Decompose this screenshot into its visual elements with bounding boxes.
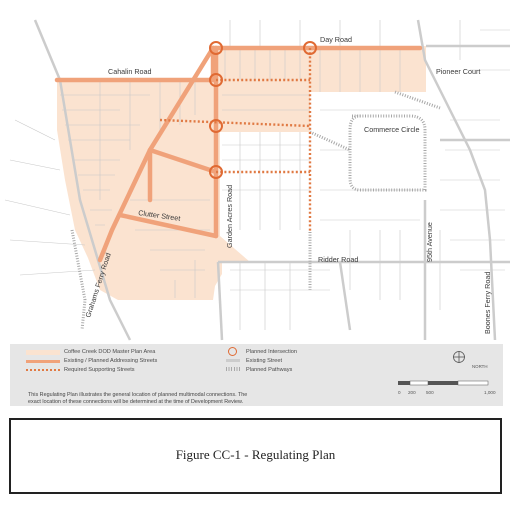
road-label-grahams-ferry: Grahams Ferry Road xyxy=(83,251,113,319)
legend-intersection-icon xyxy=(228,347,237,356)
legend-addressing-streets: Existing / Planned Addressing Streets xyxy=(64,358,158,364)
legend-intersection: Planned Intersection xyxy=(246,349,297,355)
caption-box xyxy=(9,418,502,494)
legend-swatch-plan-area xyxy=(26,350,60,355)
road-label-pioneer: Pioneer Court xyxy=(436,67,481,76)
legend-note-line-2: exact location of these connections will be determined at the time of Development Review. xyxy=(28,399,244,405)
scale-label-200: 200 xyxy=(408,390,416,395)
legend-note xyxy=(28,392,358,406)
road-label-ridder: Ridder Road xyxy=(318,255,359,264)
figure-caption: Figure CC-1 - Regulating Plan xyxy=(175,447,336,462)
legend-supporting-streets: Required Supporting Streets xyxy=(64,367,135,373)
legend-existing-street: Existing Street xyxy=(246,358,283,364)
legend-swatch-supporting xyxy=(26,369,60,371)
road-label-clutter: Clutter Street xyxy=(137,208,181,223)
road-label-commerce: Commerce Circle xyxy=(364,125,420,134)
legend-note-line-1: This Regulating Plan illustrates the general location of planned multimodal connections. The xyxy=(28,392,248,398)
legend-swatch-existing-street xyxy=(226,359,240,362)
scale-label-500: 500 xyxy=(426,390,434,395)
north-label: NORTH xyxy=(472,364,488,369)
road-label-boones-ferry: Boones Ferry Road xyxy=(483,271,492,334)
scale-bar xyxy=(396,378,492,388)
legend-pathways: Planned Pathways xyxy=(246,367,293,373)
scale-label-1000: 1,000 xyxy=(484,390,496,395)
scale-label-0: 0 xyxy=(398,390,401,395)
legend-plan-area: Coffee Creek DOD Master Plan Area xyxy=(64,349,156,355)
legend-swatch-pathways xyxy=(226,367,240,371)
north-arrow-icon xyxy=(452,350,466,364)
road-label-day: Day Road xyxy=(320,35,352,44)
road-label-cahalin: Cahalin Road xyxy=(108,67,152,76)
road-label-95th: 95th Avenue xyxy=(425,222,434,262)
road-label-garden-acres: Garden Acres Road xyxy=(225,184,234,248)
legend-swatch-addressing xyxy=(26,360,60,363)
